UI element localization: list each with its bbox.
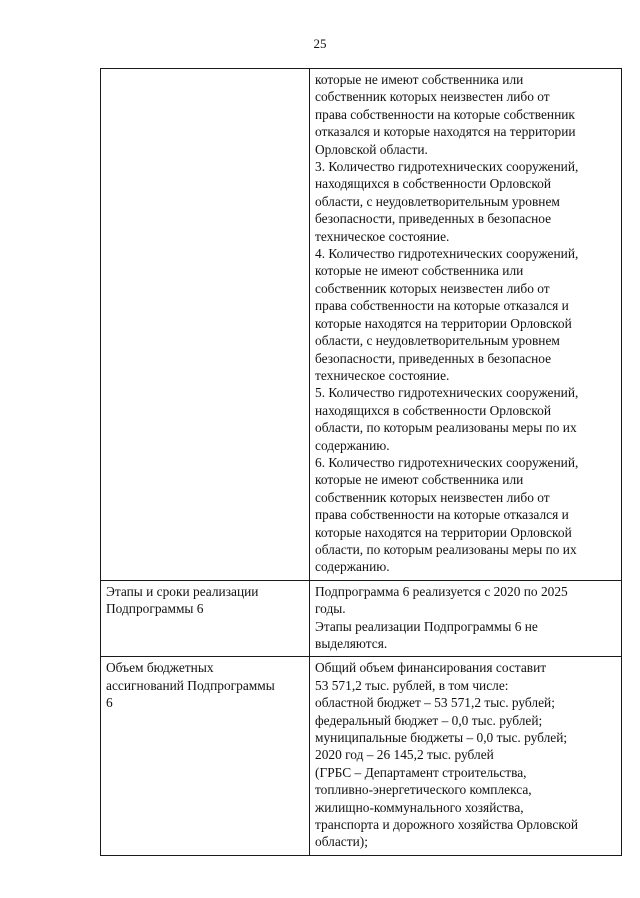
text-line: 2020 год – 26 145,2 тыс. рублей bbox=[315, 747, 494, 763]
table-cell-content bbox=[310, 657, 622, 855]
page-number: 25 bbox=[313, 36, 327, 51]
text-line: отказался и которые находятся на территории bbox=[315, 124, 576, 140]
text-line: 5. Количество гидротехнических сооружений, bbox=[315, 385, 579, 401]
text-line: находящихся в собственности Орловской bbox=[315, 176, 552, 192]
text-line: транспорта и дорожного хозяйства Орловской bbox=[315, 817, 579, 833]
label-line: ассигнований Подпрограммы bbox=[106, 677, 275, 693]
label-line: Объем бюджетных bbox=[106, 660, 214, 676]
text-line: техническое состояние. bbox=[315, 367, 450, 383]
text-line: техническое состояние. bbox=[315, 228, 450, 244]
text-line: 6. Количество гидротехнических сооружений, bbox=[315, 454, 579, 470]
text-line: собственник которых неизвестен либо от bbox=[315, 89, 550, 105]
text-line: области, с неудовлетворительным уровнем bbox=[315, 193, 560, 209]
text-line: 3. Количество гидротехнических сооружений, bbox=[315, 159, 579, 175]
text-line: права собственности на которые собственник bbox=[315, 106, 575, 122]
text-line: топливно-энергетического комплекса, bbox=[315, 782, 532, 798]
table-row-stages bbox=[101, 580, 622, 657]
text-line: содержанию. bbox=[315, 437, 390, 453]
text-line: которые не имеют собственника или bbox=[315, 72, 524, 87]
text-line: области); bbox=[315, 834, 368, 850]
text-line: содержанию. bbox=[315, 559, 390, 575]
text-line: области, по которым реализованы меры по их bbox=[315, 541, 577, 557]
text-line: безопасности, приведенных в безопасное bbox=[315, 350, 552, 366]
table-cell-label bbox=[101, 580, 310, 657]
text-line: Орловской области. bbox=[315, 141, 428, 157]
label-line: 6 bbox=[106, 695, 113, 711]
subprogram-passport-table bbox=[100, 68, 622, 856]
text-line: права собственности на которые отказался и bbox=[315, 298, 569, 314]
text-line: годы. bbox=[315, 601, 346, 617]
text-line: Общий объем финансирования составит bbox=[315, 660, 547, 676]
label-line: Подпрограммы 6 bbox=[106, 601, 204, 617]
table-cell-label bbox=[101, 657, 310, 855]
text-line: собственник которых неизвестен либо от bbox=[315, 280, 550, 296]
text-line: права собственности на которые отказался и bbox=[315, 507, 569, 523]
text-line: Подпрограмма 6 реализуется с 2020 по 2025 bbox=[315, 583, 568, 599]
table-row-indicators bbox=[101, 69, 622, 581]
label-line: Этапы и сроки реализации bbox=[106, 583, 259, 599]
text-line: (ГРБС – Департамент строительства, bbox=[315, 764, 527, 780]
text-line: находящихся в собственности Орловской bbox=[315, 402, 552, 418]
text-line: области, с неудовлетворительным уровнем bbox=[315, 333, 560, 349]
text-line: 4. Количество гидротехнических сооружений, bbox=[315, 246, 579, 262]
text-line: которые находятся на территории Орловской bbox=[315, 524, 572, 540]
text-line: федеральный бюджет – 0,0 тыс. рублей; bbox=[315, 712, 543, 728]
text-line: Этапы реализации Подпрограммы 6 не bbox=[315, 618, 538, 634]
table-cell-label bbox=[101, 69, 310, 581]
text-line: которые не имеют собственника или bbox=[315, 472, 524, 488]
text-line: области, по которым реализованы меры по их bbox=[315, 420, 577, 436]
text-line: собственник которых неизвестен либо от bbox=[315, 489, 550, 505]
table-cell-content bbox=[310, 69, 622, 581]
text-line: областной бюджет – 53 571,2 тыс. рублей; bbox=[315, 695, 555, 711]
text-line: муниципальные бюджеты – 0,0 тыс. рублей; bbox=[315, 730, 568, 746]
table-cell-content bbox=[310, 580, 622, 657]
text-line: жилищно-коммунального хозяйства, bbox=[315, 799, 524, 815]
text-line: которые находятся на территории Орловской bbox=[315, 315, 572, 331]
text-line: которые не имеют собственника или bbox=[315, 263, 524, 279]
text-line: выделяются. bbox=[315, 636, 388, 651]
text-line: 53 571,2 тыс. рублей, в том числе: bbox=[315, 677, 509, 693]
text-line: безопасности, приведенных в безопасное bbox=[315, 211, 552, 227]
table-row-budget bbox=[101, 657, 622, 855]
